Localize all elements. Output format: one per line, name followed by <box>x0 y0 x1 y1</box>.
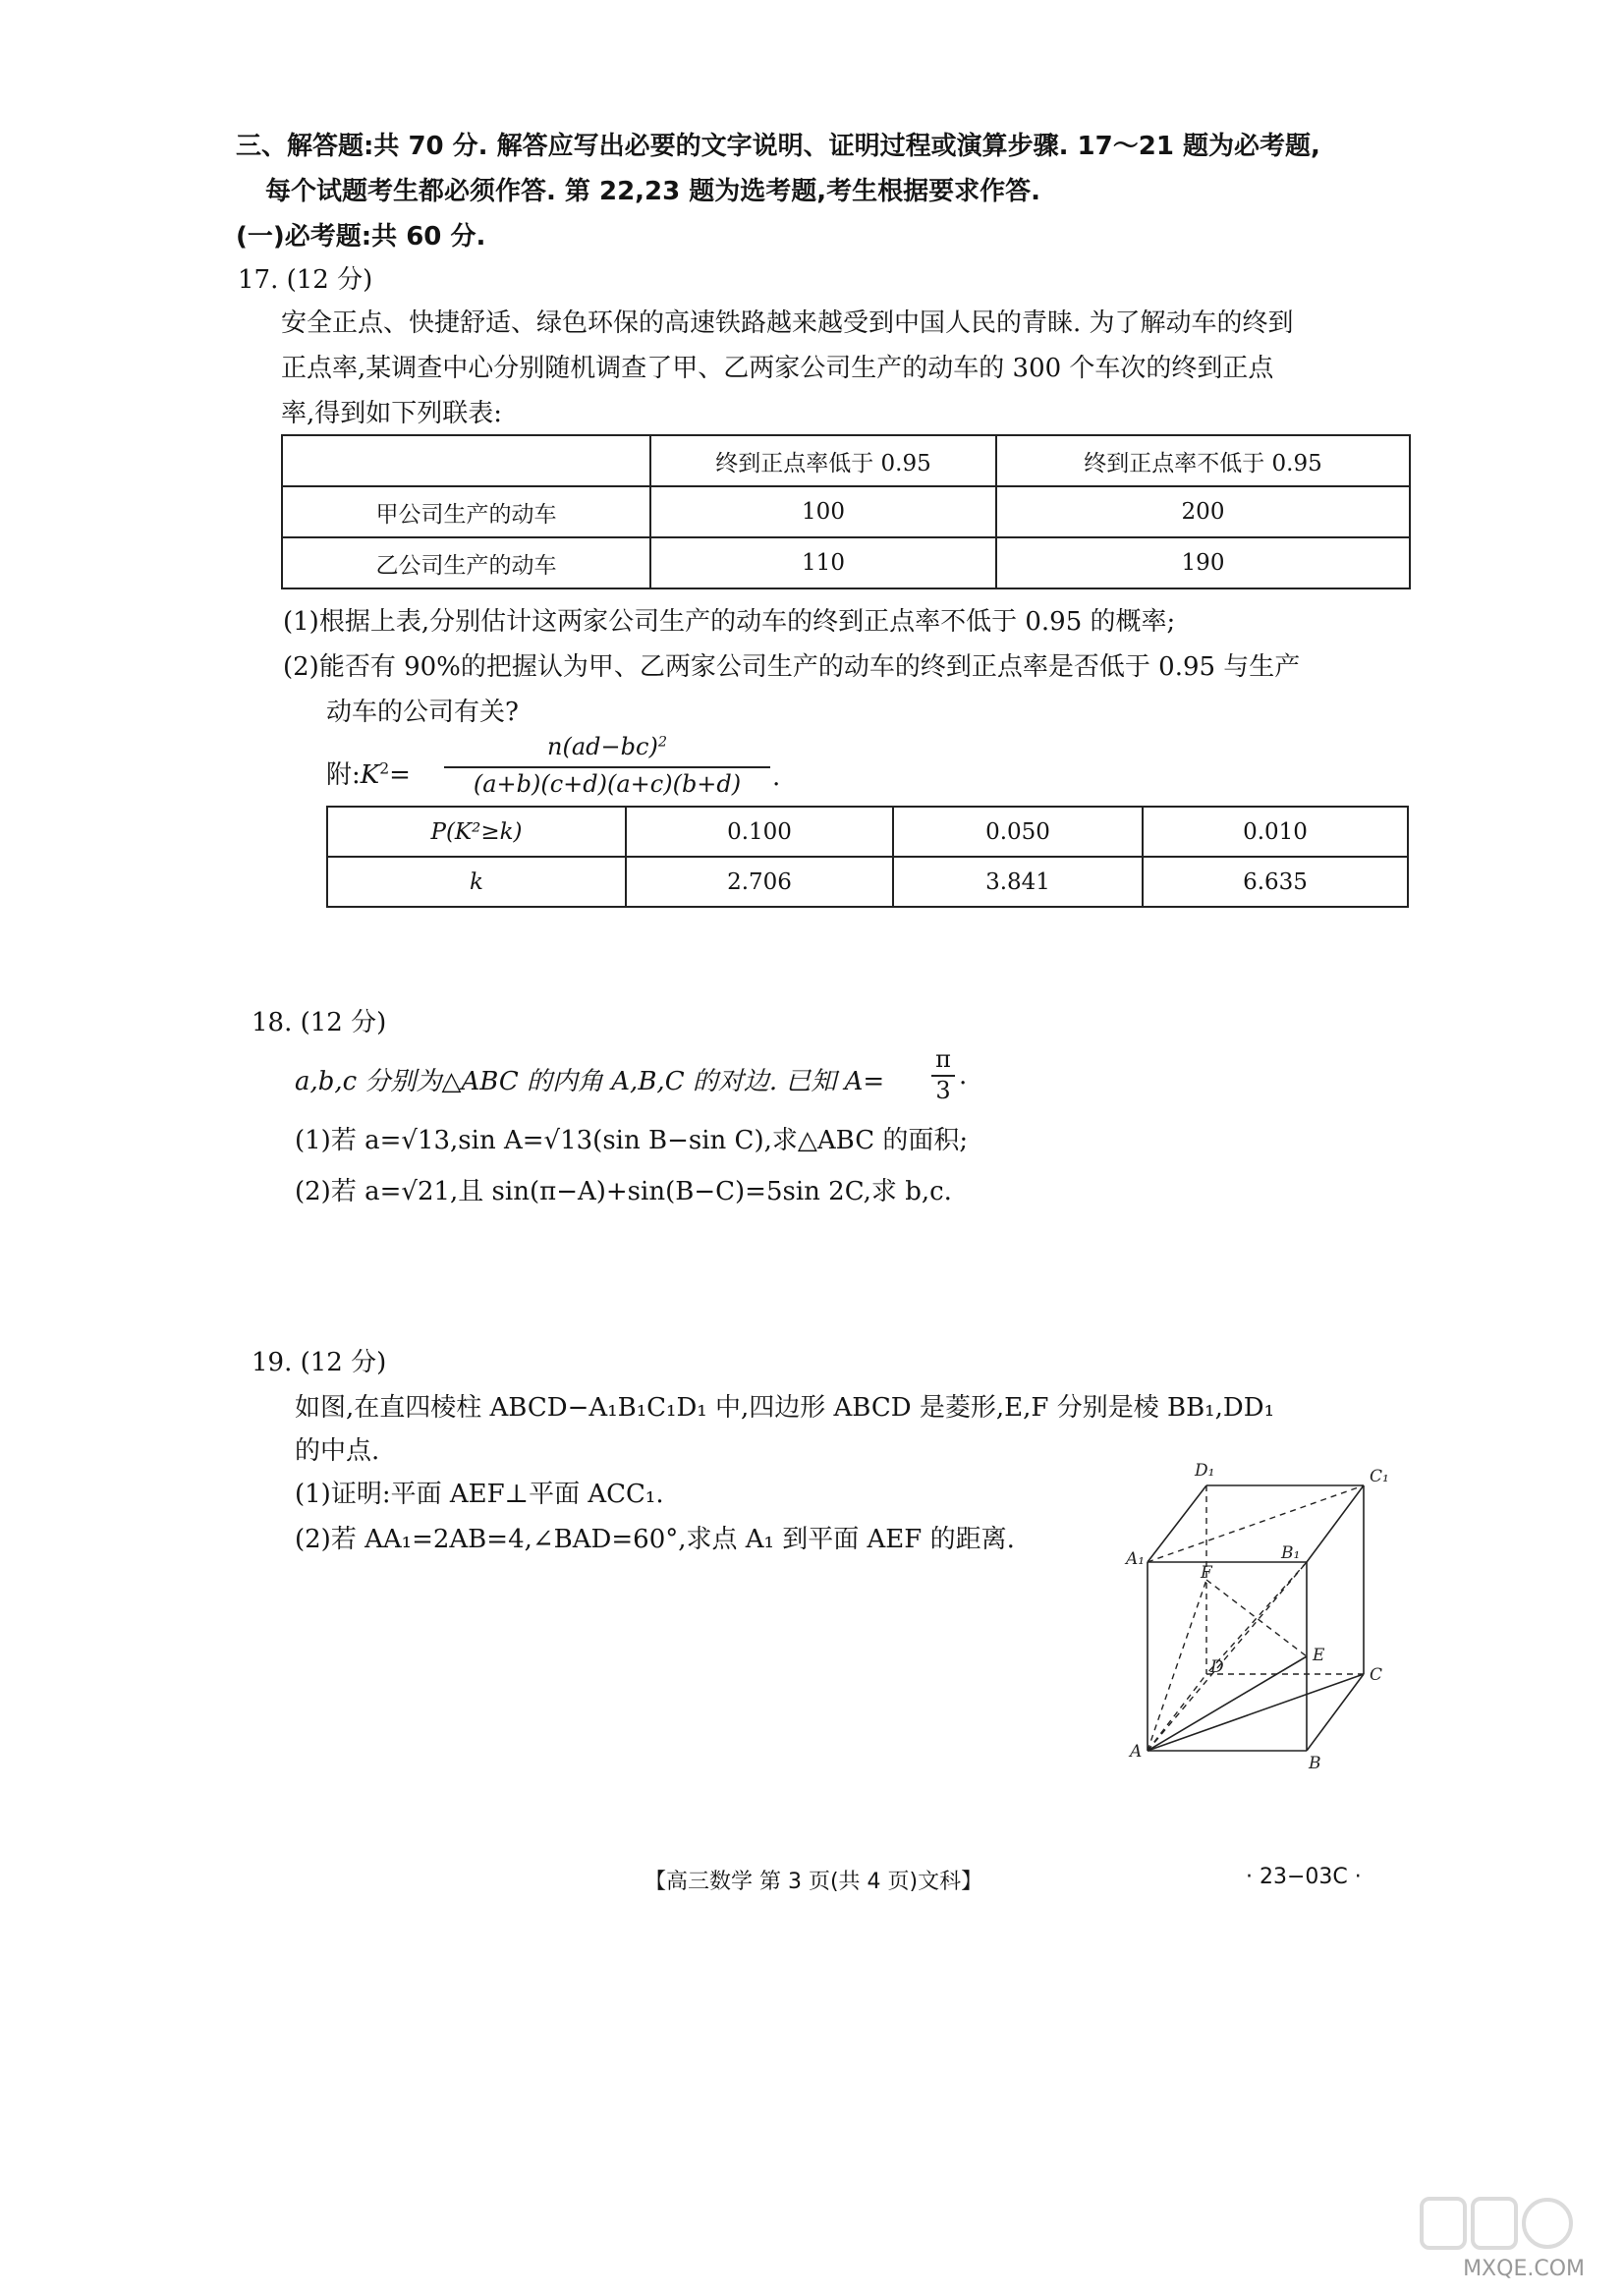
label-c1: C₁ <box>1370 1467 1389 1486</box>
formula-lhs <box>326 755 411 791</box>
segment-a-f-hidden <box>1148 1580 1206 1751</box>
table-row <box>282 537 1410 588</box>
table-cell: 0.010 <box>1143 807 1408 857</box>
table-cell: 100 <box>650 486 996 537</box>
footer-center: 【高三数学 第 3 页(共 4 页)文科】 <box>644 1870 983 1894</box>
q19-text-line2: 的中点. <box>295 1436 380 1466</box>
table-row <box>282 486 1410 537</box>
q17-sub2-line1: (2)能否有 90%的把握认为甲、乙两家公司生产的动车的终到正点率是否低于 0.95 与生产 <box>283 652 1301 682</box>
formula-k: K <box>360 760 380 790</box>
label-e: E <box>1313 1646 1325 1665</box>
table-cell: 110 <box>650 537 996 588</box>
formula-k-exponent: 2 <box>379 759 390 778</box>
table-row <box>327 857 1408 907</box>
table-cell: P(K²≥k) <box>327 807 626 857</box>
edge-b-c <box>1307 1674 1364 1751</box>
q18-label: 18. (12 分) <box>252 1008 387 1037</box>
q19-sub1: (1)证明:平面 AEF⊥平面 ACC₁. <box>295 1480 664 1509</box>
segment-f-e-hidden <box>1206 1580 1307 1656</box>
table-cell: k <box>327 857 626 907</box>
table-cell: 甲公司生产的动车 <box>282 486 650 537</box>
formula-end: . <box>772 762 781 792</box>
label-a: A <box>1130 1742 1143 1762</box>
q18-three: 3 <box>935 1077 951 1104</box>
q18-stem: a,b,c 分别为△ABC 的内角 A,B,C 的对边. 已知 A= <box>295 1067 885 1096</box>
label-f: F <box>1201 1563 1212 1583</box>
formula-denominator: (a+b)(c+d)(a+c)(b+d) <box>473 770 742 798</box>
footer-code: · 23−03C · <box>1246 1865 1362 1889</box>
table-cell: 乙公司生产的动车 <box>282 537 650 588</box>
section-title-line1: 三、解答题:共 70 分. 解答应写出必要的文字说明、证明过程或演算步骤. 17～21 题为必考题, <box>236 132 1320 161</box>
formula-prefix: 附: <box>326 760 361 790</box>
table-cell: 3.841 <box>893 857 1143 907</box>
label-b1: B₁ <box>1281 1543 1301 1563</box>
table-row <box>327 807 1408 857</box>
table-header-cell: 终到正点率不低于 0.95 <box>996 435 1410 486</box>
diag-a1-c1-hidden <box>1148 1485 1364 1562</box>
q18-sub2: (2)若 a=√21,且 sin(π−A)+sin(B−C)=5sin 2C,求 b,c. <box>295 1177 952 1206</box>
table-header-row <box>282 435 1410 486</box>
k-table <box>326 806 1409 908</box>
q17-label: 17. (12 分) <box>238 265 373 295</box>
q18-stem-end: . <box>959 1061 968 1091</box>
table-cell: 200 <box>996 486 1410 537</box>
label-c: C <box>1370 1665 1383 1685</box>
label-a1: A₁ <box>1126 1549 1146 1569</box>
q17-text-line1: 安全正点、快捷舒适、绿色环保的高速铁路越来越受到中国人民的青睐. 为了解动车的终到 <box>281 308 1294 338</box>
table-cell: 6.635 <box>1143 857 1408 907</box>
q19-label: 19. (12 分) <box>252 1348 387 1377</box>
table-header-cell <box>282 435 650 486</box>
table-cell: 190 <box>996 537 1410 588</box>
label-d1: D₁ <box>1195 1461 1215 1481</box>
formula-eq: = <box>389 760 411 790</box>
q17-text-line2: 正点率,某调查中心分别随机调查了甲、乙两家公司生产的动车的 300 个车次的终到正点 <box>281 354 1274 383</box>
section-title-line2: 每个试题考生都必须作答. 第 22,23 题为选考题,考生根据要求作答. <box>265 177 1041 206</box>
prism-figure <box>1110 1458 1395 1772</box>
table-cell: 0.050 <box>893 807 1143 857</box>
table-header-cell: 终到正点率低于 0.95 <box>650 435 996 486</box>
edge-c1-b1 <box>1307 1485 1364 1562</box>
label-b: B <box>1309 1754 1321 1772</box>
formula-fraction-line <box>444 766 770 768</box>
q17-sub2-line2: 动车的公司有关? <box>326 698 519 727</box>
table-cell: 2.706 <box>626 857 893 907</box>
edge-a1-d1 <box>1148 1485 1206 1562</box>
q19-sub2: (2)若 AA₁=2AB=4,∠BAD=60°,求点 A₁ 到平面 AEF 的距离. <box>295 1525 1015 1554</box>
segment-a-c <box>1148 1674 1364 1751</box>
table-cell: 0.100 <box>626 807 893 857</box>
q19-text-line1: 如图,在直四棱柱 ABCD−A₁B₁C₁D₁ 中,四边形 ABCD 是菱形,E,F 分别是棱 BB₁,DD₁ <box>295 1393 1274 1423</box>
formula-numerator: $n(ad-bc)^2$ <box>547 733 667 760</box>
watermark-text: MXQE.COM <box>1463 2257 1585 2281</box>
contingency-table <box>281 434 1411 589</box>
q17-text-line3: 率,得到如下列联表: <box>281 399 503 428</box>
label-d: D <box>1210 1657 1224 1677</box>
watermark-logo <box>1418 2191 1575 2260</box>
q18-pi: π <box>935 1045 951 1073</box>
q18-sub1: (1)若 a=√13,sin A=√13(sin B−sin C),求△ABC 的面积; <box>295 1126 969 1155</box>
q17-sub1: (1)根据上表,分别估计这两家公司生产的动车的终到正点率不低于 0.95 的概率; <box>283 607 1176 637</box>
part-title: (一)必考题:共 60 分. <box>236 222 486 252</box>
